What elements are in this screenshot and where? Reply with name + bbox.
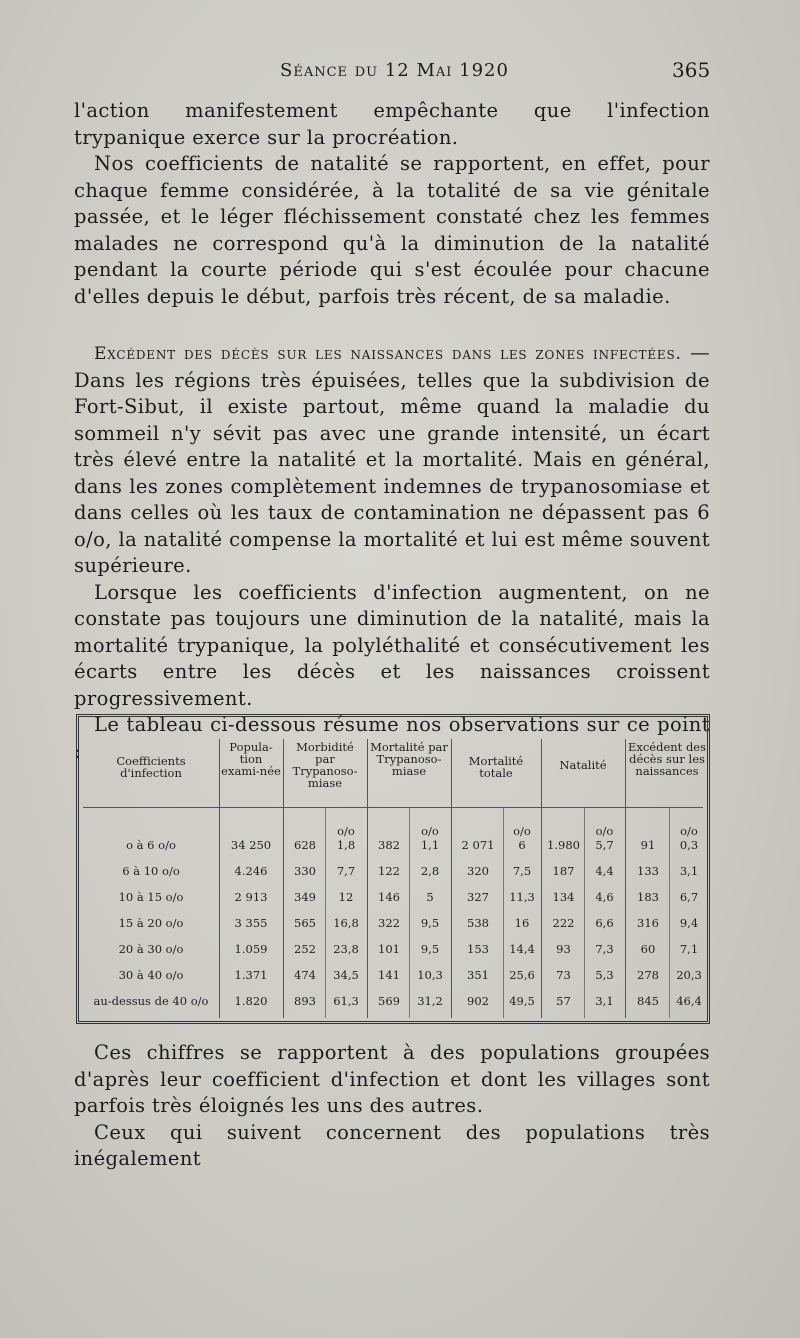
table-cell: 1.371 (234, 968, 268, 982)
header-total-mortality: Mortalité totale (468, 754, 524, 780)
table-cell: 91 (640, 838, 656, 852)
table-cell: 3,1 (679, 864, 699, 878)
table-cell: 34 250 (230, 838, 272, 852)
table-cell: 46,4 (676, 994, 702, 1008)
header-trypano-mortality: Mortalité par Trypanoso-miase (370, 740, 448, 778)
table-cell: 3,1 (595, 994, 614, 1008)
statistics-table (76, 714, 710, 1024)
percent-label: o/o (337, 824, 355, 838)
table-cell: 538 (467, 916, 489, 930)
table-cell: 351 (467, 968, 489, 982)
table-cell: 474 (294, 968, 316, 982)
table-cell: 15 à 20 o/o (118, 916, 184, 930)
table-cell: 153 (467, 942, 489, 956)
section-heading: Excédent des décès sur les naissances dans les zones infectées. (94, 344, 682, 364)
table-cell: 5 (426, 890, 434, 904)
table-cell: 6 (518, 838, 526, 852)
table-cell: 61,3 (333, 994, 359, 1008)
table-cell: 34,5 (333, 968, 359, 982)
body-text-top (74, 98, 710, 310)
table-cell: 569 (378, 994, 400, 1008)
header-population: Popula-tion exami-née (221, 740, 281, 778)
table-cell: 60 (640, 942, 656, 956)
table-cell: 382 (378, 838, 400, 852)
table-row (79, 989, 707, 1013)
section-first-paragraph (74, 340, 710, 580)
table-row (79, 963, 707, 987)
table-cell: 252 (294, 942, 316, 956)
table-cell: 101 (378, 942, 400, 956)
table-cell: 2,8 (420, 864, 440, 878)
table-cell: 122 (378, 864, 400, 878)
table-row (79, 859, 707, 883)
table-cell: 222 (552, 916, 575, 930)
table-cell: 73 (556, 968, 571, 982)
table-cell: 12 (338, 890, 354, 904)
table-cell: 9,4 (679, 916, 699, 930)
table-row (79, 937, 707, 961)
table-row (79, 833, 707, 857)
table-cell: 1.820 (234, 994, 268, 1008)
table-cell: 349 (294, 890, 316, 904)
table-cell: 16,8 (333, 916, 359, 930)
table-cell: 0,3 (679, 838, 699, 852)
table-cell: 316 (637, 916, 659, 930)
table-cell: o à 6 o/o (126, 838, 176, 852)
paragraph: Nos coefficients de natalité se rapportent, en effet, pour chaque femme considérée, à la totalité de sa vie génitale passée, et le léger fléchissement constaté chez les femmes malades ne correspond qu'à la diminution de la natalité pendant la courte période qui s'est écoulée pour chacune d'elles depuis le début, parfois très récent, de sa maladie. (74, 152, 710, 308)
page-number: 365 (672, 58, 711, 82)
table-cell: 16 (514, 916, 530, 930)
table-cell: 49,5 (509, 994, 535, 1008)
table-cell: 10,3 (417, 968, 443, 982)
table-cell: 30 à 40 o/o (118, 968, 184, 982)
table-cell: 14,4 (509, 942, 535, 956)
table-cell: 10 à 15 o/o (118, 890, 184, 904)
table-cell: 7,5 (512, 864, 532, 878)
table-cell: 31,2 (417, 994, 443, 1008)
table-cell: 133 (637, 864, 659, 878)
table-cell: 3 355 (234, 916, 268, 930)
table-cell: 1,1 (420, 838, 440, 852)
table-cell: 9,5 (420, 916, 440, 930)
table-cell: 2 071 (461, 838, 495, 852)
table-cell: 330 (294, 864, 316, 878)
header-excess-deaths: Excédent des décès sur les naissances (627, 740, 707, 778)
section-body (74, 340, 710, 765)
body-text-bottom (74, 1040, 710, 1173)
header-coefficients: Coefficients d'infection (116, 754, 186, 780)
paragraph: l'action manifestement empêchante que l'infection trypanique exerce sur la procréation. (74, 99, 710, 149)
percent-label: o/o (513, 824, 531, 838)
header-natality: Natalité (559, 758, 607, 772)
running-title: Séance du 12 Mai 1920 (280, 60, 509, 81)
header-rule (83, 807, 703, 808)
percent-label: o/o (680, 824, 698, 838)
table-cell: 322 (378, 916, 400, 930)
table-cell: 893 (294, 994, 316, 1008)
table-cell: 320 (467, 864, 489, 878)
table-cell: 327 (467, 890, 489, 904)
table-cell: 4,6 (595, 890, 614, 904)
table-cell: 1,8 (336, 838, 356, 852)
table-cell: 6 à 10 o/o (122, 864, 180, 878)
table-cell: 2 913 (234, 890, 268, 904)
percent-label: o/o (595, 824, 614, 838)
paragraph: Ces chiffres se rapportent à des populations groupées d'après leur coefficient d'infection et dont les villages sont parfois très éloignés les uns des autres. (74, 1041, 710, 1117)
table-cell: au-dessus de 40 o/o (93, 994, 209, 1008)
table-cell: 183 (637, 890, 659, 904)
table-cell: 11,3 (509, 890, 535, 904)
table-cell: 7,7 (336, 864, 356, 878)
header-morbidity: Morbidité par Trypanoso-miase (292, 740, 358, 790)
paragraph: Le tableau ci-dessous résume nos observations sur ce point : (74, 713, 710, 763)
table-cell: 845 (637, 994, 659, 1008)
table-cell: 6,7 (679, 890, 699, 904)
table-cell: 1.059 (234, 942, 268, 956)
table-row (79, 911, 707, 935)
table-row (79, 885, 707, 909)
paragraph: Lorsque les coefficients d'infection augmentent, on ne constate pas toujours une diminution de la natalité, mais la mortalité trypanique, la polyléthalité et consécutivement les écarts entre les décès et les naissances croissent progressivement. (74, 580, 710, 710)
table-cell: 93 (556, 942, 571, 956)
table-cell: 565 (294, 916, 316, 930)
table-cell: 5,3 (595, 968, 614, 982)
page-header (0, 56, 800, 86)
table-cell: 278 (637, 968, 659, 982)
table-cell: 7,3 (595, 942, 614, 956)
table-cell: 146 (378, 890, 400, 904)
paragraph: Ceux qui suivent concernent des populations très inégalement (74, 1120, 710, 1170)
table-cell: 134 (552, 890, 575, 904)
table-cell: 20,3 (676, 968, 702, 982)
table-cell: 7,1 (679, 942, 699, 956)
table-cell: 20 à 30 o/o (118, 942, 184, 956)
table-cell: 187 (552, 864, 575, 878)
paragraph-text: — Dans les régions très épuisées, telles que la subdivision de Fort-Sibut, il existe partout, même quand la maladie du sommeil n'y sévit pas avec une grande intensité, un écart très élevé entre la natalité et la mortalité. Mais en général, dans les zones complètement indemnes de trypanosomiase et dans celles où les taux de contamination ne dépassent pas 6 o/o, la natalité compense la mortalité et lui est même souvent supérieure. (74, 341, 710, 577)
table-cell: 1.980 (547, 838, 580, 852)
table-cell: 141 (378, 968, 400, 982)
table-cell: 628 (294, 838, 316, 852)
percent-label: o/o (421, 824, 439, 838)
table-cell: 23,8 (333, 942, 359, 956)
table-cell: 6,6 (595, 916, 614, 930)
table-cell: 5,7 (595, 838, 614, 852)
table-cell: 25,6 (509, 968, 535, 982)
table-cell: 4.246 (234, 864, 268, 878)
table-cell: 57 (556, 994, 571, 1008)
table-cell: 4,4 (595, 864, 614, 878)
table-cell: 9,5 (420, 942, 440, 956)
table-cell: 902 (467, 994, 489, 1008)
